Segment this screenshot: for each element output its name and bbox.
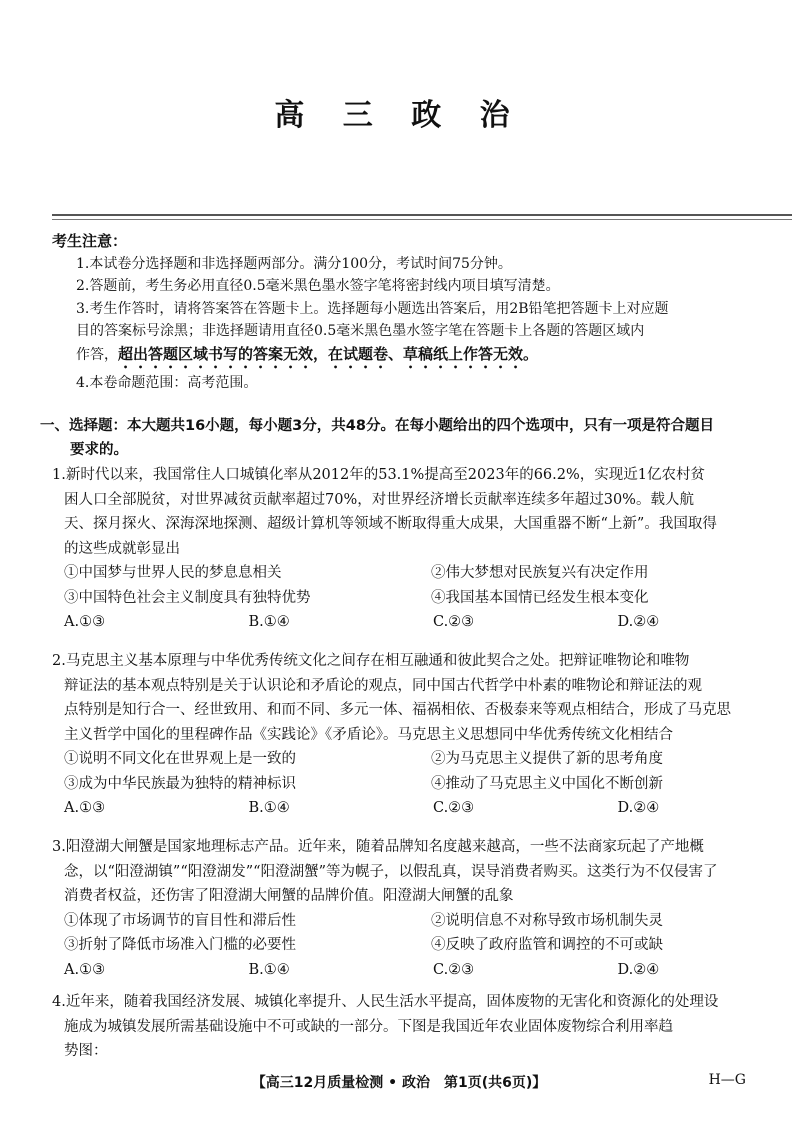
notice-item: 3.考生作答时，请将答案答在答题卡上。选择题每小题选出答案后，用2B铅笔把答题卡上对应题 xyxy=(76,300,669,317)
notice-item: 4.本卷命题范围：高考范围。 xyxy=(76,374,258,391)
choice-b: B.①④ xyxy=(248,614,290,630)
notice-item: 1.本试卷分选择题和非选择题两部分。满分100分，考试时间75分钟。 xyxy=(76,255,512,272)
choice-a: A.①③ xyxy=(64,800,106,816)
choice-d: D.②④ xyxy=(617,614,660,630)
choice-b: B.①④ xyxy=(248,961,290,978)
question-1 xyxy=(52,463,790,635)
choice-d: D.②④ xyxy=(617,800,660,816)
statement: ②说明信息不对称导致市场机制失灵 xyxy=(431,912,663,929)
question-4 xyxy=(52,990,790,1064)
notice-item: 2.答题前，考生务必用直径0.5毫米黑色墨水签字笔将密封线内项目填写清楚。 xyxy=(76,278,560,294)
question-line: 1.新时代以来，我国常住人口城镇化率从2012年的53.1%提高至2023年的66.2%，实现近1亿农村贫 xyxy=(52,467,705,483)
question-line: 点特别是知行合一、经世致用、和而不同、多元一体、福祸相依、否极泰来等观点相结合，形成了马克思 xyxy=(64,702,731,718)
statement: ④我国基本国情已经发生根本变化 xyxy=(431,589,649,606)
question-line: 辩证法的基本观点特别是关于认识论和矛盾论的观点，同中国古代哲学中朴素的唯物论和辩证法的观 xyxy=(64,677,702,694)
paper-code: H—G xyxy=(708,1072,746,1088)
question-line: 3.阳澄湖大闸蟹是国家地理标志产品。近年来，随着品牌知名度越来越高，一些不法商家玩起了产地概 xyxy=(52,839,704,855)
statement: ①说明不同文化在世界观上是一致的 xyxy=(64,751,296,767)
question-line: 主义哲学中国化的里程碑作品《实践论》《矛盾论》。马克思主义思想同中华优秀传统文化相结合 xyxy=(64,726,673,743)
statement: ③成为中华民族最为独特的精神标识 xyxy=(64,775,296,792)
statement: ④反映了政府监管和调控的不可或缺 xyxy=(431,937,663,953)
notice-emphasis: 超出答题区域书写的答案无效，在试题卷、草稿纸上作答无效。 xyxy=(118,344,539,363)
footer-page: 第1页(共6页)】 xyxy=(429,1075,547,1091)
statement: ①体现了市场调节的盲目性和滞后性 xyxy=(64,912,296,929)
section-heading xyxy=(40,414,775,462)
notice-item-continued xyxy=(52,343,792,372)
question-line: 困人口全部脱贫，对世界减贫贡献率超过70%，对世界经济增长贡献率连续多年超过30%。载人航 xyxy=(64,491,694,508)
footer-subject: 政治 xyxy=(401,1075,430,1091)
section-line: 要求的。 xyxy=(70,442,128,458)
choice-d: D.②④ xyxy=(617,961,660,978)
choice-c: C.②③ xyxy=(433,800,475,816)
header-rule xyxy=(52,214,792,216)
question-line: 天、探月探火、深海深地探测、超级计算机等领域不断取得重大成果，大国重器不断“上新”。我国取得 xyxy=(64,516,717,532)
question-2 xyxy=(52,649,790,821)
notice-heading: 考生注意： xyxy=(52,232,128,250)
page-title: 高 三 政 治 xyxy=(274,98,524,133)
question-line: 的这些成就彰显出 xyxy=(64,540,180,557)
question-line: 消费者权益，还伤害了阳澄湖大闸蟹的品牌价值。阳澄湖大闸蟹的乱象 xyxy=(64,888,514,904)
statement: ③折射了降低市场准入门槛的必要性 xyxy=(64,937,296,953)
question-line: 施成为城镇发展所需基础设施中不可或缺的一部分。下图是我国近年农业固体废物综合利用率趋 xyxy=(64,1018,673,1035)
statement: ②为马克思主义提供了新的思考角度 xyxy=(431,751,663,767)
footer-dot: • xyxy=(383,1075,402,1091)
choice-a: A.①③ xyxy=(64,614,106,630)
question-line: 2.马克思主义基本原理与中华优秀传统文化之间存在相互融通和彼此契合之处。把辩证唯物论和唯物 xyxy=(52,653,690,669)
header-rule-thin xyxy=(52,219,792,220)
statement: ③中国特色社会主义制度具有独特优势 xyxy=(64,589,311,606)
statement: ①中国梦与世界人民的梦息息相关 xyxy=(64,565,282,581)
choice-c: C.②③ xyxy=(433,614,475,630)
choice-a: A.①③ xyxy=(64,961,106,978)
question-3 xyxy=(52,835,790,982)
question-line: 4.近年来，随着我国经济发展、城镇化率提升、人民生活水平提高，固体废物的无害化和资源化的处理设 xyxy=(52,994,719,1010)
section-line: 一、选择题：本大题共16小题，每小题3分，共48分。在每小题给出的四个选项中，只有一项是符合题目 xyxy=(40,418,714,434)
page-footer xyxy=(0,1072,798,1092)
footer-open: 【高三12月质量检测 xyxy=(251,1075,384,1091)
notice-text: 作答， xyxy=(76,346,118,363)
exam-notice xyxy=(52,230,792,394)
question-line: 势图： xyxy=(64,1043,108,1059)
notice-item-continued: 目的答案标号涂黑；非选择题请用直径0.5毫米黑色墨水签字笔在答题卡上各题的答题区域内 xyxy=(76,323,645,339)
choice-c: C.②③ xyxy=(433,961,475,978)
statement: ④推动了马克思主义中国化不断创新 xyxy=(431,775,663,792)
question-line: 念，以“阳澄湖镇”“阳澄湖发”“阳澄湖蟹”等为幌子，以假乱真，误导消费者购买。这类行为不仅侵害了 xyxy=(64,863,718,880)
choice-b: B.①④ xyxy=(248,800,290,816)
statement: ②伟大梦想对民族复兴有决定作用 xyxy=(431,565,649,581)
